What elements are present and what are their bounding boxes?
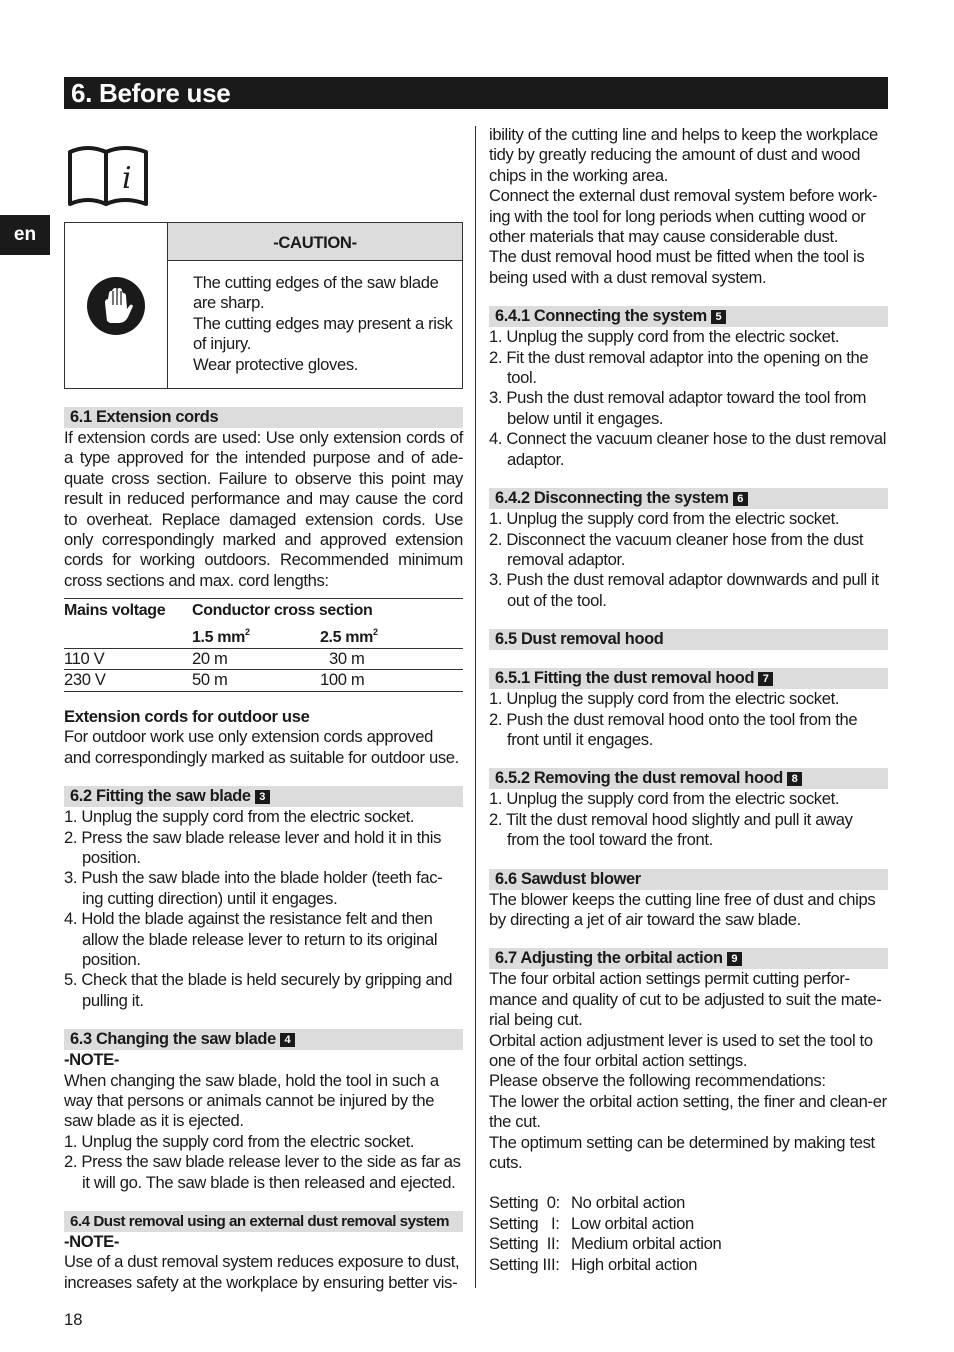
list-item: 2. Press the saw blade release lever and hold it in this position. <box>64 827 442 867</box>
gloves-icon <box>65 223 168 388</box>
list-item <box>489 1234 888 1254</box>
figure-ref: 9 <box>727 952 742 966</box>
list-item: 3. Push the dust removal adaptor downwards and pull it out of the tool. <box>489 570 879 610</box>
column-divider <box>475 126 476 1288</box>
section-heading <box>489 948 888 969</box>
svg-text:i: i <box>122 161 132 196</box>
list-item: 3. Push the saw blade into the blade holder (teeth fac-ing cutting direction) until it engages. <box>64 868 443 908</box>
list-item <box>489 1214 888 1234</box>
paragraph: The four orbital action settings permit cutting perfor-mance and quality of cut to be adjusted to suit the mate-rial being cut. <box>489 969 882 1030</box>
section-title: 6.4.2 Disconnecting the system <box>495 489 729 508</box>
setting-key: Setting III: <box>489 1254 560 1274</box>
figure-ref: 8 <box>787 772 802 786</box>
left-column <box>64 126 463 1293</box>
caution-line: The cutting edges may present a risk of injury. <box>193 313 453 354</box>
figure-ref: 5 <box>711 310 726 324</box>
caution-line: Wear protective gloves. <box>193 354 359 374</box>
step-list <box>64 807 463 1011</box>
table-cell: 20 m <box>192 649 228 669</box>
section-title: 6.5.1 Fitting the dust removal hood <box>495 669 755 688</box>
section-heading <box>64 1029 463 1050</box>
section-heading <box>489 768 888 789</box>
table-cell: 50 m <box>192 670 228 690</box>
page-title: 6. Before use <box>64 77 888 109</box>
list-item: 1. Unplug the supply cord from the electric socket. <box>489 689 840 709</box>
paragraph: ibility of the cutting line and helps to keep the workplace tidy by greatly reducing the amount of dust and wood chips in the working area. <box>489 125 878 185</box>
note-label: -NOTE- <box>64 1050 120 1070</box>
list-item: 1. Unplug the supply cord from the electric socket. <box>64 1131 415 1151</box>
paragraph: For outdoor work use only extension cords approved and correspondingly marked as suitable for outdoor use. <box>64 727 459 767</box>
table-cell: 100 m <box>320 670 365 690</box>
section-title: 6.7 Adjusting the orbital action <box>495 949 723 968</box>
paragraph: Please observe the following recommendations: <box>489 1071 826 1091</box>
caution-line: The cutting edges of the saw blade are sharp. <box>193 273 439 313</box>
table-row <box>64 649 463 670</box>
list-item: 4. Hold the blade against the resistance felt and then allow the blade release lever to return to its original position. <box>64 909 438 969</box>
setting-value: High orbital action <box>571 1254 698 1274</box>
list-item: 5. Check that the blade is held securely by gripping and pulling it. <box>64 970 453 1010</box>
section-heading: 6.6 Sawdust blower <box>489 869 888 890</box>
list-item <box>489 1193 888 1213</box>
read-manual-icon <box>64 136 463 210</box>
list-item: 2. Tilt the dust removal hood slightly and pull it away from the tool toward the front. <box>489 809 853 850</box>
table-subheader: 2.5 mm <box>320 628 374 646</box>
orbital-settings-list <box>489 1193 888 1275</box>
setting-value: Medium orbital action <box>571 1234 722 1254</box>
section-heading: 6.5 Dust removal hood <box>489 629 888 650</box>
list-item: 1. Unplug the supply cord from the electric socket. <box>64 807 415 827</box>
figure-ref: 3 <box>255 790 270 804</box>
table-header: Conductor cross section <box>192 602 373 620</box>
paragraph: The lower the orbital action setting, the finer and clean-er the cut. <box>489 1091 887 1132</box>
setting-value: No orbital action <box>571 1193 685 1213</box>
table-row <box>64 670 463 691</box>
paragraph: When changing the saw blade, hold the tool in such a way that persons or animals cannot be injured by the saw blade as it is ejected. <box>64 1070 439 1131</box>
list-item: 1. Unplug the supply cord from the electric socket. <box>489 789 840 809</box>
table-cell: 230 V <box>64 670 106 690</box>
right-column <box>489 125 888 1275</box>
paragraph: The blower keeps the cutting line free of dust and chips by directing a jet of air toward the saw blade. <box>489 889 876 929</box>
list-item: 4. Connect the vacuum cleaner hose to the dust removal adaptor. <box>489 429 887 469</box>
step-list <box>489 789 888 850</box>
section-title: 6.3 Changing the saw blade <box>70 1030 276 1049</box>
paragraph: If extension cords are used: Use only extension cords of a type approved for the intended purpose and of ade-quate cross section. Failure to observe this point may result in reduced performance and may cause the cord to overheat. Replace damaged extension cords. Use only correspondingly marked and approved extension cords for working outdoors. Recommended minimum cross sections and max. cord lengths: <box>64 428 463 590</box>
step-list <box>489 509 888 611</box>
language-tab: en <box>0 215 50 255</box>
section-heading <box>489 306 888 327</box>
section-heading <box>489 668 888 689</box>
setting-key: Setting 0: <box>489 1193 560 1213</box>
list-item: 2. Push the dust removal hood onto the tool from the front until it engages. <box>489 709 858 749</box>
setting-key: Setting I: <box>489 1213 560 1233</box>
superscript: 2 <box>245 626 250 637</box>
table-subheader: 1.5 mm <box>192 628 246 646</box>
table-cell: 30 m <box>329 649 365 669</box>
list-item: 1. Unplug the supply cord from the electric socket. <box>489 509 840 529</box>
note-label: -NOTE- <box>64 1232 120 1251</box>
section-title: 6.4.1 Connecting the system <box>495 307 707 326</box>
list-item: 2. Fit the dust removal adaptor into the opening on the tool. <box>489 347 869 388</box>
caution-title: -CAUTION- <box>168 223 462 261</box>
figure-ref: 7 <box>758 672 773 686</box>
caution-box <box>64 222 463 389</box>
list-item: 3. Push the dust removal adaptor toward the tool from below until it engages. <box>489 388 867 428</box>
superscript: 2 <box>373 626 378 637</box>
table-cell: 110 V <box>64 649 105 669</box>
paragraph: Use of a dust removal system reduces exposure to dust, increases safety at the workplace by ensuring better vis- <box>64 1252 460 1292</box>
list-item: 2. Disconnect the vacuum cleaner hose from the dust removal adaptor. <box>489 529 864 569</box>
section-title: 6.2 Fitting the saw blade <box>70 787 251 806</box>
list-item: 2. Press the saw blade release lever to the side as far as it will go. The saw blade is then released and ejected. <box>64 1152 461 1192</box>
setting-value: Low orbital action <box>571 1213 694 1233</box>
extension-cord-table <box>64 598 463 692</box>
step-list <box>489 689 888 750</box>
section-title: 6.5.2 Removing the dust removal hood <box>495 769 783 788</box>
section-heading: 6.1 Extension cords <box>64 407 463 428</box>
page-number: 18 <box>64 1310 83 1329</box>
section-heading <box>64 786 463 807</box>
paragraph: Orbital action adjustment lever is used to set the tool to one of the four orbital action settings. <box>489 1030 873 1070</box>
figure-ref: 6 <box>733 492 748 506</box>
paragraph: The optimum setting can be determined by making test cuts. <box>489 1132 875 1173</box>
step-list <box>489 327 888 470</box>
list-item <box>489 1255 888 1275</box>
section-heading <box>489 488 888 509</box>
paragraph: The dust removal hood must be fitted when the tool is being used with a dust removal system. <box>489 247 865 287</box>
paragraph: Connect the external dust removal system before work-ing with the tool for long periods when cutting wood or other materials that may cause considerable dust. <box>489 186 878 247</box>
figure-ref: 4 <box>280 1033 295 1047</box>
step-list <box>64 1132 463 1193</box>
setting-key: Setting II: <box>489 1234 560 1254</box>
subheading: Extension cords for outdoor use <box>64 706 310 726</box>
table-header: Mains voltage <box>64 602 166 620</box>
section-heading: 6.4 Dust removal using an external dust removal system <box>64 1211 463 1232</box>
list-item: 1. Unplug the supply cord from the electric socket. <box>489 327 840 347</box>
